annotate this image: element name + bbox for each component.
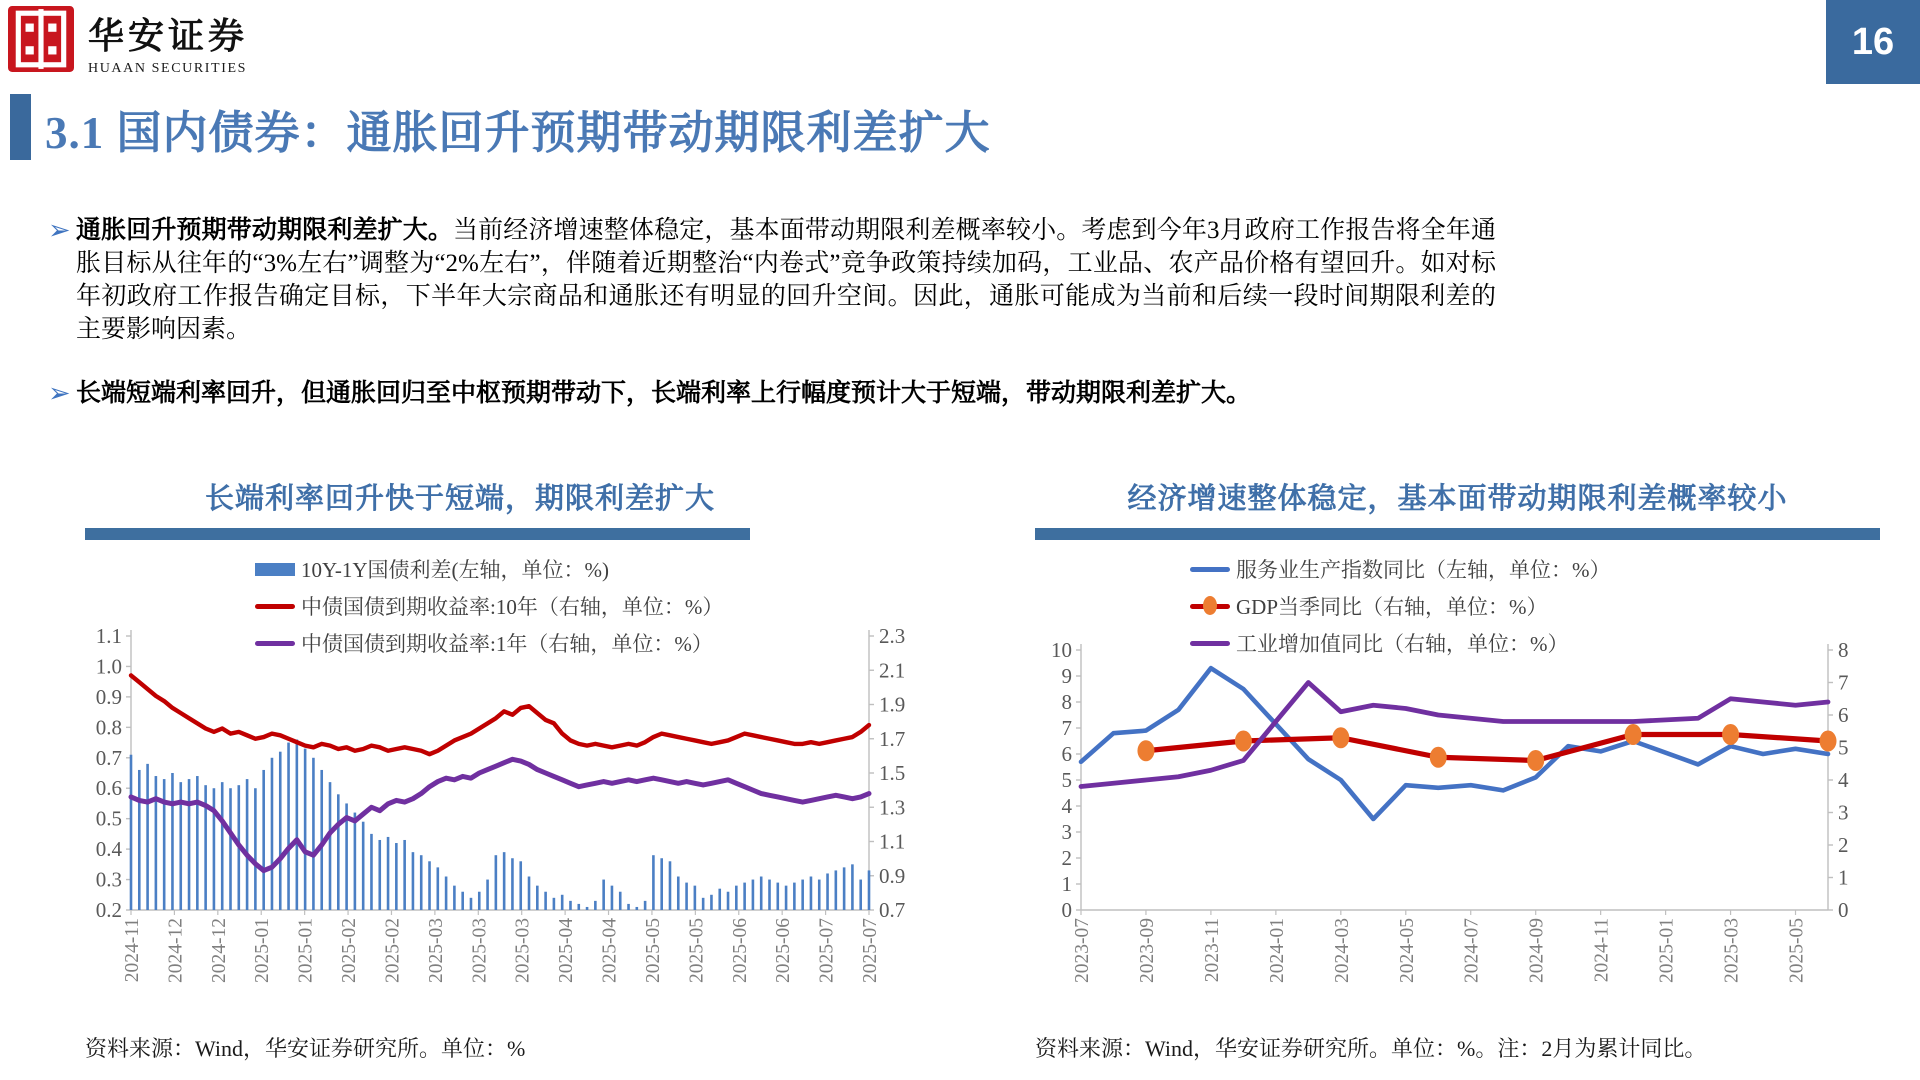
- svg-text:2025-05: 2025-05: [686, 918, 708, 983]
- svg-text:6: 6: [1061, 742, 1072, 766]
- svg-text:1.7: 1.7: [879, 726, 906, 751]
- svg-text:1.9: 1.9: [879, 692, 906, 717]
- svg-text:2023-11: 2023-11: [1201, 918, 1223, 983]
- legend-label: 工业增加值同比（右轴，单位：%）: [1236, 632, 1569, 656]
- svg-text:0.8: 0.8: [95, 715, 122, 740]
- chart-title-underline: [85, 528, 750, 540]
- svg-text:2024-05: 2024-05: [1396, 918, 1418, 983]
- source-note-left: 资料来源：Wind，华安证券研究所。单位：%: [85, 1036, 526, 1061]
- brand-logo-icon: [8, 6, 74, 72]
- svg-text:1: 1: [1061, 872, 1072, 896]
- svg-text:3: 3: [1061, 820, 1072, 844]
- chart-title-underline: [1035, 528, 1880, 540]
- svg-text:7: 7: [1061, 716, 1072, 740]
- chart-title: 经济增速整体稳定，基本面带动期限利差概率较小: [1127, 483, 1788, 515]
- legend-label: 中债国债到期收益率:1年（右轴，单位：%）: [301, 632, 713, 656]
- svg-text:0.9: 0.9: [879, 863, 906, 888]
- svg-text:2024-12: 2024-12: [208, 918, 230, 983]
- legend-line-swatch-icon: [1190, 567, 1230, 572]
- svg-text:0.3: 0.3: [95, 867, 122, 892]
- svg-text:2025-06: 2025-06: [773, 918, 795, 983]
- svg-text:2025-01: 2025-01: [252, 918, 274, 983]
- svg-text:2023-09: 2023-09: [1136, 918, 1158, 983]
- svg-text:2025-02: 2025-02: [382, 918, 404, 983]
- svg-text:1.0: 1.0: [95, 654, 122, 679]
- svg-text:4: 4: [1838, 768, 1849, 792]
- svg-text:2025-05: 2025-05: [1786, 918, 1808, 983]
- svg-text:1: 1: [1838, 865, 1849, 890]
- svg-text:2.1: 2.1: [879, 658, 906, 683]
- svg-text:2: 2: [1061, 846, 1072, 870]
- legend-item: [1190, 591, 1611, 621]
- page-title: 3.1 国内债券：通胀回升预期带动期限利差扩大: [45, 108, 991, 158]
- svg-text:2023-07: 2023-07: [1072, 918, 1093, 983]
- bullet-lead: 通胀回升预期带动期限利差扩大。: [76, 217, 454, 244]
- svg-text:2024-07: 2024-07: [1461, 918, 1483, 983]
- svg-text:1.1: 1.1: [879, 829, 906, 854]
- svg-text:0: 0: [1061, 898, 1072, 922]
- brand-name-cn: 华安证券: [88, 16, 249, 56]
- svg-text:2024-12: 2024-12: [165, 918, 187, 983]
- svg-text:2025-04: 2025-04: [599, 918, 621, 983]
- legend-item: [1190, 554, 1611, 584]
- svg-text:2024-11: 2024-11: [122, 918, 143, 983]
- svg-text:2025-03: 2025-03: [469, 918, 491, 983]
- svg-text:1.5: 1.5: [879, 761, 906, 785]
- svg-text:2025-03: 2025-03: [512, 918, 534, 983]
- svg-text:0.4: 0.4: [95, 837, 122, 862]
- legend-label: 中债国债到期收益率:10年（右轴，单位：%）: [301, 595, 724, 619]
- svg-text:0.2: 0.2: [95, 898, 122, 922]
- page-number-badge: [1826, 0, 1920, 84]
- brand-name-en: HUAAN SECURITIES: [88, 61, 247, 76]
- bond-spread-plot: [85, 620, 925, 1020]
- svg-text:0.6: 0.6: [95, 776, 122, 801]
- legend-label: GDP当季同比（右轴，单位：%）: [1236, 595, 1548, 619]
- svg-text:8: 8: [1061, 690, 1072, 714]
- svg-text:2024-09: 2024-09: [1526, 918, 1548, 983]
- legend-label: 服务业生产指数同比（左轴，单位：%）: [1236, 558, 1611, 582]
- legend-line-swatch-icon: [255, 604, 295, 609]
- svg-text:0: 0: [1838, 898, 1849, 922]
- svg-text:3: 3: [1838, 800, 1849, 825]
- title-accent-bar: [10, 94, 31, 160]
- svg-text:2025-03: 2025-03: [1721, 918, 1743, 983]
- source-note-right: 资料来源：Wind，华安证券研究所。单位：%。注：2月为累计同比。: [1035, 1036, 1707, 1061]
- bullet-arrow-icon: ➢: [48, 215, 71, 245]
- svg-text:2025-03: 2025-03: [425, 918, 447, 983]
- chart-bond-spread: [85, 470, 925, 1060]
- svg-text:0.7: 0.7: [95, 745, 122, 770]
- svg-text:9: 9: [1061, 664, 1072, 688]
- svg-text:1.1: 1.1: [95, 624, 122, 648]
- legend-bar-swatch-icon: [255, 563, 295, 576]
- svg-text:2025-02: 2025-02: [339, 918, 361, 983]
- bullet-arrow-icon: ➢: [48, 378, 71, 408]
- macro-growth-plot: [1035, 620, 1880, 1020]
- svg-text:4: 4: [1061, 794, 1072, 818]
- svg-text:2024-01: 2024-01: [1266, 918, 1288, 983]
- bullet-body: 当前经济增速整体稳定，基本面带动期限利差概率较小。考虑到今年3月政府工作报告将全年通胀目标从往年的“3%左右”调整为“2%左右”，伴随着近期整治“内卷式”竞争政策持续加码，工业品、农产品价格有望回升。如对标年初政府工作报告确定目标，下半年大宗商品和通胀还有明显的回升空间。因此，通胀可能成为当前和后续一段时间期限利差的主要影响因素。: [76, 217, 1496, 343]
- svg-text:2025-07: 2025-07: [816, 918, 838, 983]
- svg-text:2: 2: [1838, 833, 1849, 857]
- svg-text:2025-01: 2025-01: [295, 918, 317, 983]
- svg-text:0.9: 0.9: [95, 684, 122, 709]
- bullet-lead: 长端短端利率回升，但通胀回归至中枢预期带动下，长端利率上行幅度预计大于短端，带动期限利差扩大。: [76, 380, 1252, 407]
- legend-item: [255, 591, 723, 621]
- svg-text:7: 7: [1838, 670, 1849, 695]
- svg-text:0.7: 0.7: [879, 898, 906, 922]
- brand-block: [88, 8, 248, 77]
- svg-text:2024-11: 2024-11: [1591, 918, 1613, 983]
- svg-text:2025-04: 2025-04: [556, 918, 578, 983]
- legend-item: [255, 554, 723, 584]
- bullet-item: [48, 377, 1496, 410]
- bullet-item: [48, 214, 1496, 346]
- chart-macro-growth: [1035, 470, 1880, 1060]
- page-number: 16: [1851, 20, 1895, 63]
- svg-text:5: 5: [1061, 768, 1072, 792]
- chart-title: 长端利率回升快于短端，期限利差扩大: [204, 483, 715, 515]
- svg-text:6: 6: [1838, 703, 1849, 727]
- svg-text:2025-01: 2025-01: [1656, 918, 1678, 983]
- svg-text:2025-05: 2025-05: [642, 918, 664, 983]
- svg-text:10: 10: [1051, 638, 1072, 662]
- svg-text:2025-06: 2025-06: [729, 918, 751, 983]
- legend-line-dot-swatch-icon: [1190, 595, 1230, 617]
- legend-label: 10Y-1Y国债利差(左轴，单位：%): [301, 558, 609, 582]
- svg-text:2.3: 2.3: [879, 624, 906, 648]
- svg-text:5: 5: [1838, 735, 1849, 760]
- svg-text:8: 8: [1838, 638, 1849, 662]
- svg-text:1.3: 1.3: [879, 795, 906, 820]
- svg-text:2024-03: 2024-03: [1331, 918, 1353, 983]
- svg-text:0.5: 0.5: [95, 806, 122, 831]
- svg-text:2025-07: 2025-07: [860, 918, 881, 983]
